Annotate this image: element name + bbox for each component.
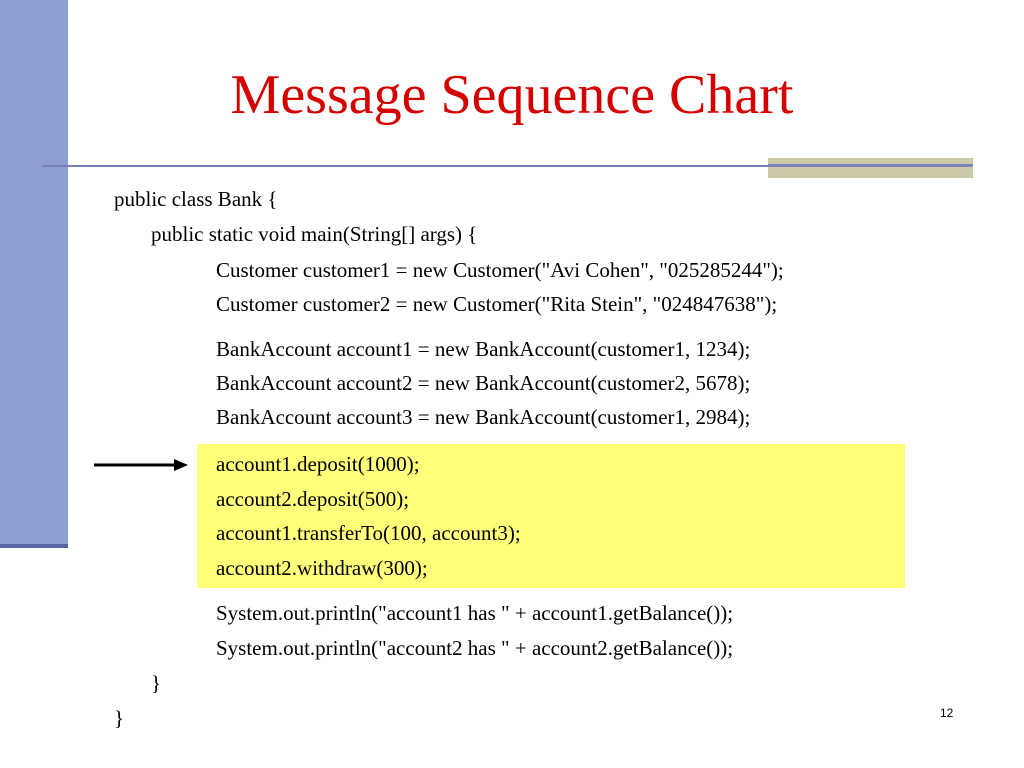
code-line-withdraw: account2.withdraw(300);: [216, 556, 428, 580]
code-line-println2: System.out.println("account2 has " + account2.getBalance());: [216, 636, 734, 660]
title-rule-accent: [768, 158, 973, 178]
code-line-class-close: }: [114, 706, 125, 730]
page-number: 12: [940, 706, 954, 720]
code-line-customer2: Customer customer2 = new Customer("Rita Stein", "024847638");: [216, 292, 778, 316]
code-line-main-decl: public static void main(String[] args) {: [151, 222, 478, 246]
left-bar-shadow: [0, 544, 68, 548]
code-line-account1: BankAccount account1 = new BankAccount(customer1, 1234);: [216, 337, 751, 361]
code-line-account2: BankAccount account2 = new BankAccount(customer2, 5678);: [216, 371, 751, 395]
title-rule-accent-line: [768, 164, 973, 166]
code-line-transfer: account1.transferTo(100, account3);: [216, 521, 521, 545]
code-line-main-close: }: [151, 671, 162, 695]
pointer-arrow-icon: [94, 453, 194, 477]
code-line-deposit1: account1.deposit(1000);: [216, 452, 420, 476]
code-line-account3: BankAccount account3 = new BankAccount(customer1, 2984);: [216, 405, 751, 429]
code-line-deposit2: account2.deposit(500);: [216, 487, 410, 511]
slide-title: Message Sequence Chart: [230, 64, 794, 126]
code-line-customer1: Customer customer1 = new Customer("Avi Cohen", "025285244");: [216, 258, 784, 282]
code-line-class-decl: public class Bank {: [114, 187, 278, 211]
code-line-println1: System.out.println("account1 has " + account1.getBalance());: [216, 601, 734, 625]
